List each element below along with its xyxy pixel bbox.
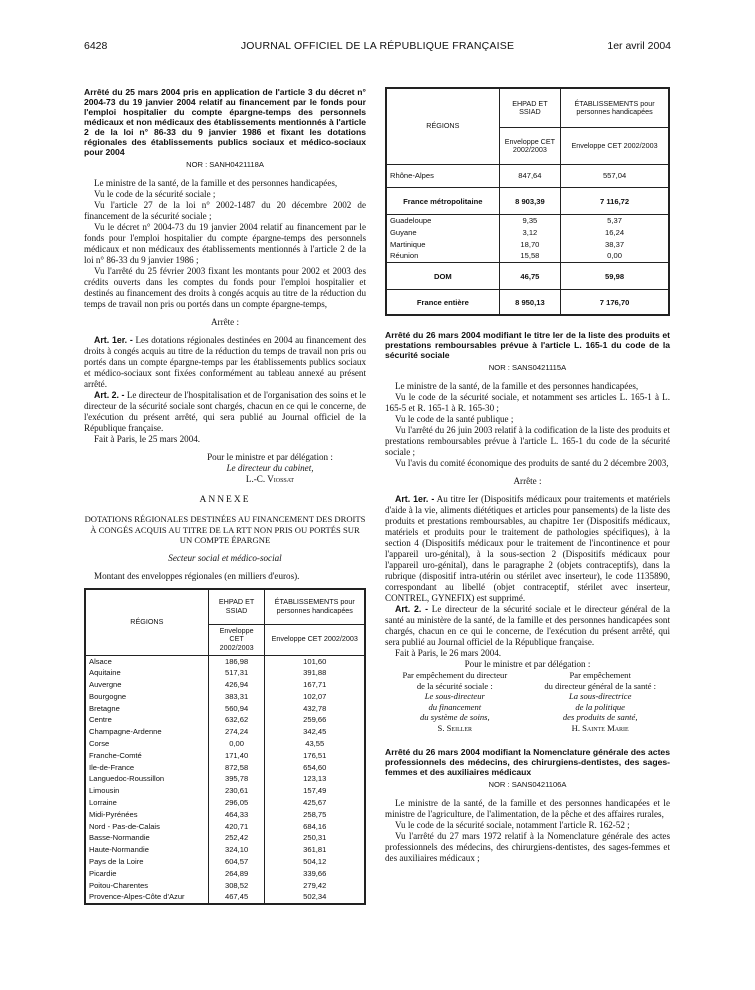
value-cell: 43,55 bbox=[265, 738, 365, 750]
annexe-title: DOTATIONS RÉGIONALES DESTINÉES AU FINANCEMENT DES DROITS À CONGÉS ACQUIS AU TITRE DE LA RTT NON PRIS OU PORTÉS SUR UN COMPTE ÉPARGNE bbox=[84, 514, 366, 545]
value-cell: 258,75 bbox=[265, 809, 365, 821]
signature-line: Par empêchement du directeur bbox=[402, 670, 508, 681]
decree2-nor: NOR : SANS0421115A bbox=[488, 363, 567, 373]
value-cell: 230,61 bbox=[208, 785, 265, 797]
decree1-p2: Vu le code de la sécurité sociale ; bbox=[94, 189, 216, 199]
region-cell: Lorraine bbox=[85, 797, 208, 809]
region-cell: Réunion bbox=[386, 250, 499, 262]
decree1-nor: NOR : SANH0421118A bbox=[186, 160, 264, 169]
value-cell: 432,78 bbox=[265, 703, 365, 715]
decree1-arrete: Arrête : bbox=[210, 317, 240, 327]
col1-header: EHPAD ET SSIAD bbox=[499, 88, 560, 128]
decree1-sig2: Le directeur du cabinet, bbox=[226, 463, 314, 473]
regions-header: RÉGIONS bbox=[85, 589, 208, 656]
value-cell: 0,00 bbox=[561, 250, 669, 262]
page-header bbox=[84, 40, 671, 54]
value-cell: 186,98 bbox=[208, 655, 265, 667]
value-cell: 279,42 bbox=[265, 880, 365, 892]
value-cell: 102,07 bbox=[265, 691, 365, 703]
value-cell: 517,31 bbox=[208, 667, 265, 679]
value-cell: 604,57 bbox=[208, 856, 265, 868]
region-cell: Basse-Normandie bbox=[85, 832, 208, 844]
value-cell: 684,16 bbox=[265, 821, 365, 833]
decree1-p5: Vu l'arrêté du 25 février 2003 fixant les montants pour 2002 et 2003 des crédits ouverts dans les comptes du fonds pour l'emploi hospitalier et destinés au financement des droits à congés acquis au titre de la réduction du temps de travail non pris ou portés dans un compte épargne-temps, bbox=[84, 266, 366, 309]
annexe-montant: Montant des enveloppes régionales (en milliers d'euros). bbox=[94, 570, 300, 581]
table-row bbox=[386, 215, 669, 227]
annexe-heading: ANNEXE bbox=[199, 495, 251, 505]
decree1-art1 bbox=[84, 335, 366, 390]
col2-header: ÉTABLISSEMENTS pour personnes handicapées bbox=[561, 88, 669, 128]
value-cell: 502,34 bbox=[265, 891, 365, 904]
signature-line: La sous-directrice bbox=[568, 691, 632, 702]
decree1-fait: Fait à Paris, le 25 mars 2004. bbox=[94, 434, 201, 444]
value-cell: 3,12 bbox=[499, 227, 560, 239]
region-cell: Franche-Comté bbox=[85, 750, 208, 762]
value-cell: 0,00 bbox=[208, 738, 265, 750]
sub2-header: Enveloppe CET 2002/2003 bbox=[561, 128, 669, 165]
value-cell: 464,33 bbox=[208, 809, 265, 821]
value-cell: 167,71 bbox=[265, 679, 365, 691]
region-cell: Guadeloupe bbox=[386, 215, 499, 227]
decree1-sig3: L.-C. Viossat bbox=[245, 474, 295, 484]
page-number: 6428 bbox=[84, 40, 108, 52]
issue-date: 1er avril 2004 bbox=[607, 40, 671, 52]
decree2-title: Arrêté du 26 mars 2004 modifiant le titre Ier de la liste des produits et prestations remboursables prévue à l'article L. 165-1 du code de la sécurité sociale bbox=[385, 330, 670, 361]
region-cell: Guyane bbox=[386, 227, 499, 239]
table-row bbox=[85, 785, 365, 797]
region-cell: Haute-Normandie bbox=[85, 844, 208, 856]
table-row-total bbox=[386, 263, 669, 290]
art1-text: Les dotations régionales destinées en 2004 au financement des droits à congés acquis au titre de la réduction du temps de travail non pris ou portés dans un compte épargne-temps par les établissements publics sociaux et médico-sociaux sont fixées conformément au tableau annexé au présent arrêté. bbox=[84, 335, 366, 389]
sub1-header: Enveloppe CET 2002/2003 bbox=[208, 624, 265, 655]
art2-label: Art. 2. - bbox=[94, 390, 125, 400]
table-row bbox=[85, 773, 365, 785]
value-cell: 264,89 bbox=[208, 868, 265, 880]
table-header-row bbox=[85, 589, 365, 625]
region-cell: Aquitaine bbox=[85, 667, 208, 679]
region-cell: Rhône-Alpes bbox=[386, 165, 499, 188]
value-cell: 252,42 bbox=[208, 832, 265, 844]
left-column bbox=[84, 87, 366, 905]
decree2-sig: Pour le ministre et par délégation : bbox=[464, 659, 591, 670]
value-cell: 324,10 bbox=[208, 844, 265, 856]
value-cell: 342,45 bbox=[265, 726, 365, 738]
region-cell: Auvergne bbox=[85, 679, 208, 691]
region-cell: Midi-Pyrénées bbox=[85, 809, 208, 821]
art1-label: Art. 1er. - bbox=[94, 335, 133, 345]
decree2-p3: Vu le code de la santé publique ; bbox=[395, 414, 514, 425]
signature-line: de la sécurité sociale : bbox=[416, 680, 493, 691]
table-row bbox=[85, 762, 365, 774]
table-row bbox=[85, 679, 365, 691]
value-cell: 15,58 bbox=[499, 250, 560, 262]
table-row bbox=[85, 691, 365, 703]
table-row bbox=[85, 726, 365, 738]
table-row bbox=[85, 714, 365, 726]
value-cell: 383,31 bbox=[208, 691, 265, 703]
value-cell: 847,64 bbox=[499, 165, 560, 188]
signature-line: H. Sainte Marie bbox=[571, 722, 629, 733]
sub2-header: Enveloppe CET 2002/2003 bbox=[265, 624, 365, 655]
region-cell: Provence-Alpes-Côte d'Azur bbox=[85, 891, 208, 904]
value-cell: 7 116,72 bbox=[561, 188, 669, 215]
region-cell: Alsace bbox=[85, 655, 208, 667]
region-cell: Centre bbox=[85, 714, 208, 726]
value-cell: 560,94 bbox=[208, 703, 265, 715]
journal-title: JOURNAL OFFICIEL DE LA RÉPUBLIQUE FRANÇAISE bbox=[240, 40, 515, 52]
decree3-p2: Vu le code de la sécurité sociale, notamment l'article R. 162-52 ; bbox=[395, 820, 630, 831]
regions-header: RÉGIONS bbox=[386, 88, 499, 165]
table-row bbox=[85, 667, 365, 679]
value-cell: 8 950,13 bbox=[499, 290, 560, 316]
signature-line: de la politique bbox=[575, 701, 625, 712]
left-table-body bbox=[85, 655, 365, 904]
value-cell: 18,70 bbox=[499, 239, 560, 251]
value-cell: 654,60 bbox=[265, 762, 365, 774]
decree2-p1: Le ministre de la santé, de la famille et des personnes handicapées, bbox=[395, 381, 639, 392]
value-cell: 420,71 bbox=[208, 821, 265, 833]
region-cell: Poitou-Charentes bbox=[85, 880, 208, 892]
value-cell: 259,66 bbox=[265, 714, 365, 726]
art1-label: Art. 1er. - bbox=[395, 494, 435, 505]
signature-left bbox=[385, 670, 525, 733]
value-cell: 171,40 bbox=[208, 750, 265, 762]
value-cell: 557,04 bbox=[561, 165, 669, 188]
decree3-title: Arrêté du 26 mars 2004 modifiant la Nomenclature générale des actes professionnels des médecins, des chirurgiens-dentistes, des sages-femmes et des auxiliaires médicaux bbox=[385, 747, 670, 778]
signature-line: du système de soins, bbox=[419, 712, 490, 723]
value-cell: 395,78 bbox=[208, 773, 265, 785]
value-cell: 5,37 bbox=[561, 215, 669, 227]
region-cell: Corse bbox=[85, 738, 208, 750]
table-row bbox=[85, 655, 365, 667]
table-row bbox=[85, 750, 365, 762]
decree2-p4: Vu l'arrêté du 26 juin 2003 relatif à la codification de la liste des produits et prestations remboursables prévue à l'article L. 165-1 du code de la sécurité sociale ; bbox=[385, 425, 670, 458]
region-cell: Nord - Pas-de-Calais bbox=[85, 821, 208, 833]
table-row bbox=[386, 165, 669, 188]
value-cell: 123,13 bbox=[265, 773, 365, 785]
dom-table-body bbox=[386, 215, 669, 263]
table-row bbox=[85, 856, 365, 868]
region-cell: Ile-de-France bbox=[85, 762, 208, 774]
region-cell: Martinique bbox=[386, 239, 499, 251]
table-row bbox=[85, 891, 365, 904]
decree3-p1: Le ministre de la santé, de la famille et des personnes handicapées et le ministre de l'agriculture, de l'alimentation, de la pêche et des affaires rurales, bbox=[385, 798, 670, 820]
col2-header: ÉTABLISSEMENTS pour personnes handicapées bbox=[265, 589, 365, 625]
table-row bbox=[85, 832, 365, 844]
region-cell: Limousin bbox=[85, 785, 208, 797]
value-cell: 38,37 bbox=[561, 239, 669, 251]
art2-text: Le directeur de la sécurité sociale et le directeur général de la santé au ministère de la santé, de la famille et des personnes handicapées sont chargés, chacun en ce qui le concerne, de l'exécution du présent arrêté, qui sera publié au Journal officiel de la République française. bbox=[385, 604, 670, 648]
value-cell: 8 903,39 bbox=[499, 188, 560, 215]
table-row-total bbox=[386, 188, 669, 215]
signature-line: Par empêchement bbox=[569, 670, 631, 681]
signature-right bbox=[530, 670, 670, 733]
table-row bbox=[85, 797, 365, 809]
decree3-nor: NOR : SANS0421106A bbox=[488, 780, 567, 790]
region-cell: Bourgogne bbox=[85, 691, 208, 703]
regional-table-right bbox=[385, 87, 670, 316]
table-row bbox=[85, 809, 365, 821]
signature-line: S. Seiller bbox=[437, 722, 473, 733]
value-cell: 361,81 bbox=[265, 844, 365, 856]
value-cell: 16,24 bbox=[561, 227, 669, 239]
value-cell: 632,62 bbox=[208, 714, 265, 726]
decree2-fait: Fait à Paris, le 26 mars 2004. bbox=[395, 648, 502, 659]
value-cell: 9,35 bbox=[499, 215, 560, 227]
table-row bbox=[85, 868, 365, 880]
art2-text: Le directeur de l'hospitalisation et de l'organisation des soins et le directeur de la sécurité sociale sont chargés, chacun en ce qui le concerne, de l'exécution du présent arrêté, qui sera publié au Journal officiel de la République française. bbox=[84, 390, 366, 433]
table-row bbox=[386, 239, 669, 251]
value-cell: 425,67 bbox=[265, 797, 365, 809]
value-cell: 426,94 bbox=[208, 679, 265, 691]
table-row bbox=[85, 703, 365, 715]
table-row bbox=[85, 844, 365, 856]
region-cell: Champagne-Ardenne bbox=[85, 726, 208, 738]
sub1-header: Enveloppe CET 2002/2003 bbox=[499, 128, 560, 165]
table-row bbox=[85, 880, 365, 892]
regional-table-left bbox=[84, 588, 366, 906]
decree1-p1: Le ministre de la santé, de la famille et des personnes handicapées, bbox=[94, 178, 338, 188]
value-cell: 157,49 bbox=[265, 785, 365, 797]
region-cell: France entière bbox=[386, 290, 499, 316]
decree2-p5: Vu l'avis du comité économique des produits de santé du 2 décembre 2003, bbox=[395, 458, 669, 469]
table-row bbox=[386, 250, 669, 262]
value-cell: 872,58 bbox=[208, 762, 265, 774]
art1-text: Au titre Ier (Dispositifs médicaux pour traitements et matériels d'aide à la vie, aliments diététiques et articles pour pansements) de la liste des produits et prestations remboursables, au chapitre 1er (Dispositifs médicaux, matériels et produits pour le traitement de pathologies spécifiques), à la section 4 (Dispositifs médicaux pour le traitement de l'incontinence et pour l'appareil uro-génital), à la sous-section 2 (Dispositifs médicaux pour l'appareil uro-génital), dans le paragraphe 2 (objets contraceptifs), dans la rubrique (dispositif intra-utérin ou stérilet avec inserteur), le code 1135890, correspondant au libellé (objet contraceptif, stérilet avec inserteur, CONTREL, GYNEFIX) est supprimé. bbox=[385, 494, 670, 604]
value-cell: 296,05 bbox=[208, 797, 265, 809]
value-cell: 101,60 bbox=[265, 655, 365, 667]
value-cell: 250,31 bbox=[265, 832, 365, 844]
value-cell: 391,88 bbox=[265, 667, 365, 679]
decree3-p3: Vu l'arrêté du 27 mars 1972 relatif à la Nomenclature générale des actes professionnels des médecins, des chirurgiens-dentistes, des sages-femmes et des auxiliaires médicaux ; bbox=[385, 831, 670, 864]
decree2-art2 bbox=[385, 604, 670, 648]
table-header-row bbox=[386, 88, 669, 128]
value-cell: 308,52 bbox=[208, 880, 265, 892]
value-cell: 274,24 bbox=[208, 726, 265, 738]
signature-line: du financement bbox=[428, 701, 482, 712]
decree2-signatures bbox=[385, 670, 670, 733]
decree2-art1 bbox=[385, 494, 670, 604]
value-cell: 176,51 bbox=[265, 750, 365, 762]
signature-line: du directeur général de la santé : bbox=[544, 680, 657, 691]
decree1-title: Arrêté du 25 mars 2004 pris en application de l'article 3 du décret n° 2004-73 du 19 janvier 2004 relatif au financement par le fonds pour l'emploi hospitalier du compte épargne-temps des personnels médicaux et non médicaux des établissements mentionnés à l'article 2 de la loi n° 86-33 du 9 janvier 1986 et fixant les dotations régionales des établissements publics sociaux et médico-sociaux pour 2004 bbox=[84, 87, 366, 157]
art2-label: Art. 2. - bbox=[395, 604, 429, 615]
value-cell: 59,98 bbox=[561, 263, 669, 290]
region-cell: Bretagne bbox=[85, 703, 208, 715]
region-cell: Languedoc-Roussillon bbox=[85, 773, 208, 785]
value-cell: 7 176,70 bbox=[561, 290, 669, 316]
table-row bbox=[386, 227, 669, 239]
col1-header: EHPAD ET SSIAD bbox=[208, 589, 265, 625]
region-cell: Picardie bbox=[85, 868, 208, 880]
value-cell: 46,75 bbox=[499, 263, 560, 290]
region-cell: France métropolitaine bbox=[386, 188, 499, 215]
table-row-total bbox=[386, 290, 669, 316]
value-cell: 504,12 bbox=[265, 856, 365, 868]
decree2-p2: Vu le code de la sécurité sociale, et notamment ses articles L. 165-1 à L. 165-5 et R. 165-1 à R. 165-30 ; bbox=[385, 392, 670, 414]
decree1-p3: Vu l'article 27 de la loi n° 2002-1487 du 20 décembre 2002 de financement de la sécurité sociale ; bbox=[84, 200, 366, 221]
value-cell: 467,45 bbox=[208, 891, 265, 904]
decree1-art2 bbox=[84, 390, 366, 434]
decree1-sig1: Pour le ministre et par délégation : bbox=[207, 452, 333, 462]
right-column bbox=[385, 87, 670, 864]
value-cell: 339,66 bbox=[265, 868, 365, 880]
region-cell: DOM bbox=[386, 263, 499, 290]
decree2-arrete: Arrête : bbox=[513, 476, 542, 487]
region-cell: Pays de la Loire bbox=[85, 856, 208, 868]
table-row bbox=[85, 738, 365, 750]
signature-line: des produits de santé, bbox=[562, 712, 638, 723]
decree1-p4: Vu le décret n° 2004-73 du 19 janvier 2004 relatif au financement par le fonds pour l'emploi hospitalier du compte épargne-temps des personnels médicaux et non médicaux des établissements mentionnés à l'article 2 de la loi n° 86-33 du 9 janvier 1986 ; bbox=[84, 222, 366, 265]
annexe-secteur: Secteur social et médico-social bbox=[168, 552, 282, 563]
signature-line: Le sous-directeur bbox=[424, 691, 485, 702]
table-row bbox=[85, 821, 365, 833]
